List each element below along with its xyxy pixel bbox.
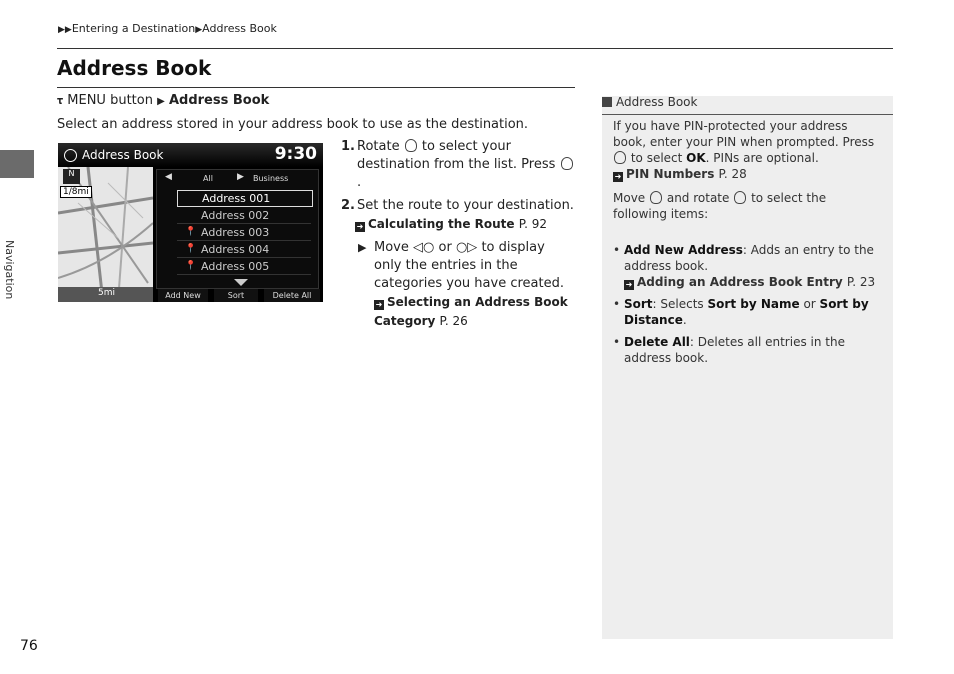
category-all[interactable]: All [203,174,213,183]
bullet-option: Sort by Distance [624,297,869,327]
note-text: . PINs are optional. [705,151,819,165]
pin-icon: 📍 [185,227,197,237]
move-right-icon: ○▷ [455,240,478,255]
note-paragraph [613,190,881,222]
list-item-label: Address 001 [202,192,271,205]
list-item [613,334,881,366]
intro-text: Select an address stored in your address book to use as the destination. [57,117,529,132]
note-text: and rotate [666,191,730,205]
bullet-term: Sort [624,297,653,311]
substep-text: Move [374,240,409,255]
bullet-option: Sort by Name [707,297,800,311]
breadcrumb-item[interactable]: Address Book [202,22,277,35]
sort-button[interactable]: Sort [214,289,258,302]
rotate-icon [734,191,746,204]
divider [57,48,893,49]
page-number: 76 [20,638,38,654]
pin-icon: 📍 [185,261,197,271]
step-1 [341,138,576,192]
note-text: If you have PIN-protected your address book, enter your PIN when prompted. Press [613,119,875,149]
cross-reference[interactable] [374,295,568,328]
reference-page: P. 23 [846,275,876,289]
ok-label: OK [686,151,706,165]
section-label: Navigation [3,240,16,300]
list-item[interactable] [177,208,311,224]
menu-button-label: MENU button [67,93,153,108]
nav-screen [58,143,323,302]
scroll-down-icon[interactable] [234,279,248,286]
bullet-text: or [803,297,816,311]
cross-reference[interactable] [355,217,547,231]
press-icon [614,151,626,164]
step-number: 2. [341,198,355,213]
reference-arrow-icon: ➜ [614,172,622,181]
delete-all-button[interactable]: Delete All [264,289,320,302]
substep-text: to display only the entries in the categories you have created. [374,240,564,291]
rotate-icon [405,139,417,152]
bullet-text: . [682,313,687,327]
substep [341,239,576,331]
step-text: Rotate [357,139,400,154]
list-item-label: Address 004 [201,243,270,256]
screen-title: Address Book [82,148,164,162]
note-title: Address Book [616,95,698,109]
category-business[interactable]: Business [253,174,289,183]
list-item[interactable] [177,242,311,258]
menu-target: Address Book [168,93,270,108]
breadcrumb-item[interactable]: Entering a Destination [71,22,196,35]
step-text: to select your destination from the list. Press [357,139,556,172]
move-left-icon: ◁○ [413,240,435,255]
list-item-label: Address 005 [201,260,270,273]
map-scale-bottom: 5mi [98,288,115,298]
add-new-button[interactable]: Add New [158,289,208,302]
home-icon[interactable] [64,149,77,162]
reference-label: Calculating the Route [368,217,515,231]
note-body [613,118,881,366]
pin-icon: 📍 [185,244,197,254]
note-text: Move [613,191,646,205]
reference-label: PIN Numbers [626,167,715,181]
map-footer [58,287,153,302]
reference-arrow-icon: ➜ [356,222,364,231]
north-icon: N [63,169,80,184]
cross-reference[interactable] [624,275,875,289]
breadcrumb [58,22,277,35]
note-icon [602,97,612,107]
bullet-icon: • [613,297,621,311]
reference-page: P. 92 [518,217,547,231]
page-title: Address Book [57,56,212,80]
address-list-panel [156,169,319,289]
category-bar[interactable] [165,172,311,186]
section-tab [0,150,34,178]
step-text: Set the route to your destination. [357,198,574,213]
triangle-icon: ▶ [195,25,203,35]
reference-arrow-icon: ➜ [625,280,633,289]
list-item[interactable] [177,259,311,275]
step-2 [341,197,576,234]
bullet-icon: • [613,335,621,349]
note-header [602,96,893,115]
divider [57,87,575,88]
bullet-term: Add New Address [624,243,743,257]
list-item[interactable] [177,225,311,241]
note-text: to select the following items: [613,191,827,221]
triangle-icon: ▶ [157,96,165,107]
reference-page: P. 28 [718,167,747,181]
triangle-icon: ▶▶ [58,25,72,35]
reference-label: Adding an Address Book Entry [637,275,843,289]
triangle-icon: ▶ [358,241,367,254]
reference-label: Selecting an Address Book Category [374,295,568,328]
bullet-text: : Selects [652,297,704,311]
list-item [613,296,881,328]
substep-text: or [438,240,452,255]
list-item-label: Address 002 [201,209,270,222]
note-paragraph [613,118,881,182]
arrow-right-icon[interactable]: ▶ [237,172,244,182]
screen-header [58,143,323,167]
reference-page: P. 26 [439,314,468,328]
map-scale: 1/8mi [60,186,92,198]
arrow-left-icon[interactable]: ◀ [165,172,172,182]
note-text: to select [630,151,683,165]
reference-arrow-icon: ➜ [375,300,383,309]
press-icon [561,157,573,170]
note-box [602,96,893,639]
bullet-text: : Deletes all entries in the address book. [624,335,845,365]
clock: 9:30 [274,144,317,164]
menu-path [57,93,269,108]
list-item[interactable] [177,190,313,207]
move-icon [650,191,662,204]
bullet-term: Delete All [624,335,690,349]
step-text: . [357,175,362,190]
cross-reference[interactable] [613,167,747,181]
step-number: 1. [341,139,355,154]
list-item-label: Address 003 [201,226,270,239]
bullet-text: : Adds an entry to the address book. [624,243,874,273]
list-item [613,242,881,290]
voice-icon: 𝛕 [57,94,64,107]
steps [341,138,576,331]
bullet-icon: • [613,243,621,257]
